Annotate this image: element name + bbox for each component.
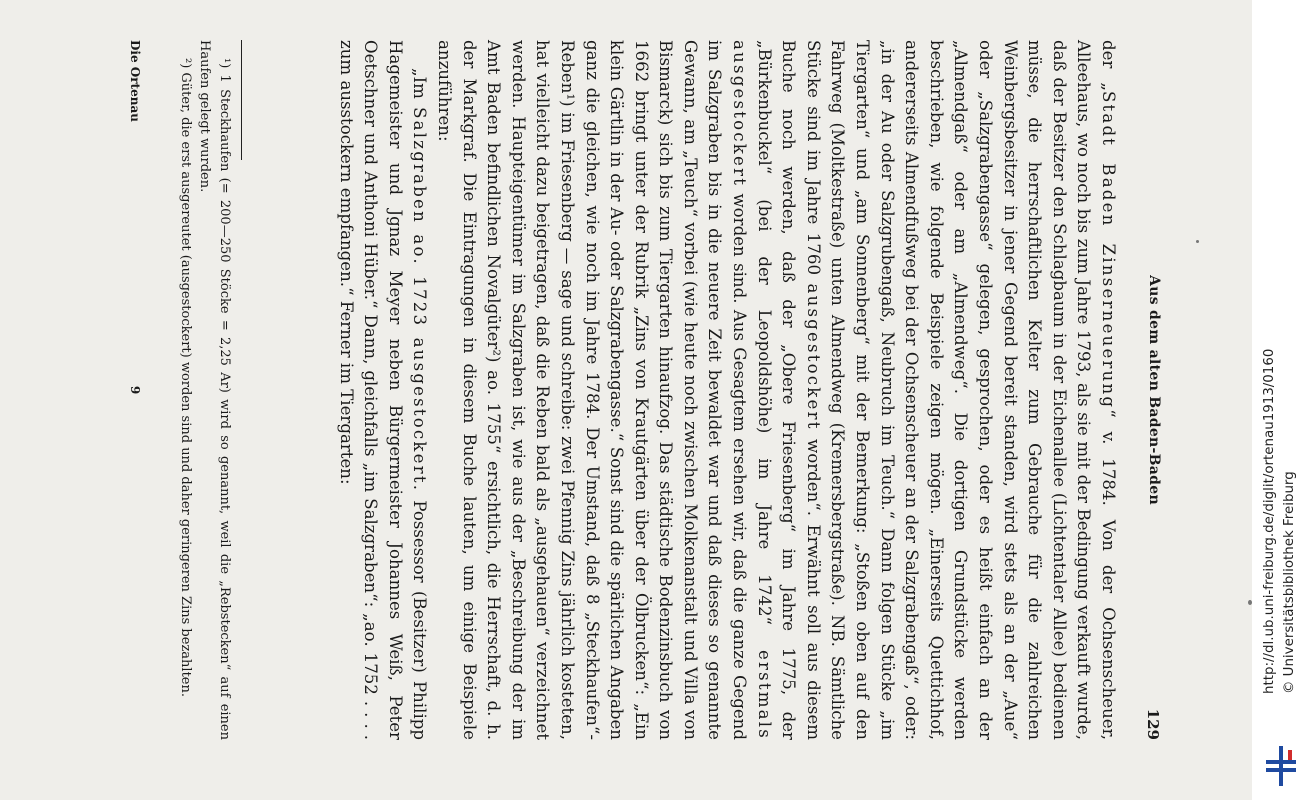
text-run: worden sind. Aus Gesagtem ersehen wir, daß die ganze Gegend im Salzgraben bis in die neuere Zeit bewaldet war und daß dieses so genannte Gewann, am „Teuch“ vorbei (wie heute noch zwischen Molkenanstalt und Villa von Bismarck) sich bis zum Tiergarten hinaufzog. Das städtische Bodenzinsbuch von 1662 bringt unter der Rubrik „Zins von Krautgärten über der Ölbrucken“: „Ein klein Gärtlin in der Au- oder Salzgrabengasse.“ Sonst sind die spärlichen Angaben ganz die gleichen, wie noch im Jahre 1784. Der Umstand, daß 8 „Steckhaufen“-Reben¹) im Friesenberg — sage und schreibe: zwei Pfennig Zins jährlich kosteten, hat vielleicht dazu beigetragen, daß die Reben bald als „ausgehauen“ verzeichnet werden. Haupteigentümer im Salzgraben ist, wie aus der „Beschreibung der im Amt Baden befindlichen Novalgüter²) ao. 1755“ ersichtlich, die Herrschaft, d. h. der Markgraf. Die Eintragungen in diesem Buche lauten, um einige Beispiele anzuführen:: [434, 40, 750, 740]
footnote-1: ¹) 1 Steckhaufen (= 200—250 Stöcke = 2,25 Ar) wird so genannt, weil die „Rebstecken“ auf einen Haufen gelegt wurden.: [197, 40, 232, 740]
running-title: Aus dem alten Baden-Baden: [1146, 275, 1162, 505]
text-run: Possessor (Besitzer) Philipp Hagemeister und Jgnaz Meyer neben Bürgermeister Johannes Weiß, Peter Oetschner und Anthoni Hüber.“ Dann, gleichfalls „im Salzgraben“: „ao. 1752 . . . . zum ausstockern empfangen.“ Ferner im Tiergarten:: [336, 40, 430, 740]
copyright-notice: © Universitätsbibliothek Freiburg: [1282, 471, 1297, 694]
text-run: „Im: [410, 68, 430, 108]
spaced-emphasis: Salzgraben ao. 1723 ausgestockert.: [410, 107, 430, 493]
signature-row: [122, 40, 142, 740]
footnotes: [176, 40, 235, 740]
page-number: 129: [1144, 708, 1162, 740]
spaced-emphasis: erstmals ausgestockert: [730, 40, 774, 740]
paragraph-1: [431, 40, 1120, 740]
page-header: [1138, 40, 1162, 740]
text-run: worden“. Erwähnt soll aus diesem Buche noch werden, daß der „Obere Friesenberg“ im Jahre 1775, der „Bürkenbuckel“ (bei der Leopoldshöhe) im Jahre 1742“: [754, 40, 823, 741]
source-strip-text: [1252, 0, 1309, 800]
body-text: [333, 40, 1120, 740]
footnote-divider: [241, 40, 242, 160]
paragraph-2: [333, 40, 431, 740]
text-run: der „: [1099, 40, 1118, 91]
source-strip: [1252, 0, 1309, 800]
spaced-emphasis: Stadt Baden Zinserneuerung: [1099, 90, 1118, 410]
text-run: “ v. 1784. Von der Ochsenscheuer, Alleehaus, wo noch bis zum Jahre 1793, als sie mit der Bedingung verkauft wurde, daß der Besitzer den Schlagbaum in der Eichenallee (Lichtentaler Allee) bedienen müsse, die herrschaftlichen Kelter zum Gebrauche für die zahlreichen Weinbergsbesitzer in jener Gegend bereit standen, wird stets als an der „Aue“ oder „Salzgrabengasse“ gelegen, gesprochen, oder es heißt einfach an der „Almendgaß“ oder am „Almendweg“. Die dortigen Grundstücke werden beschrieben, wie folgende Beispiele zeigen mögen. „Einerseits Quettichhof, andererseits Almendfußweg bei der Ochsenscheuer an der Salzgrabengaß“, oder: „in der Au oder Salzgrubengaß, Neubruch im Teuch.“ Dann folgen Stücke „im Tiergarten“ und „am Sonnenberg“ mit der Bemerkung: „Stoßen oben auf den Fahrweg (Moltkestraße) unten Almendweg (Kremersbergstraße). NB. Sämtliche Stücke sind im Jahre 1760: [803, 40, 1118, 741]
scan-speck: [1196, 240, 1199, 243]
source-url-link[interactable]: http://dl.ub.uni-freiburg.de/diglit/ortenau1913/0160: [1262, 348, 1277, 694]
journal-signature: Die Ortenau: [128, 40, 142, 122]
footnote-2: ²) Güter, die erst ausgereutet (ausgestockert) worden sind und daher geringeren Zins bezahlten.: [178, 58, 193, 697]
sheet-signature: 9: [128, 385, 142, 395]
spaced-emphasis: ausgestockert: [803, 283, 823, 431]
library-logo-icon: [1258, 742, 1304, 788]
